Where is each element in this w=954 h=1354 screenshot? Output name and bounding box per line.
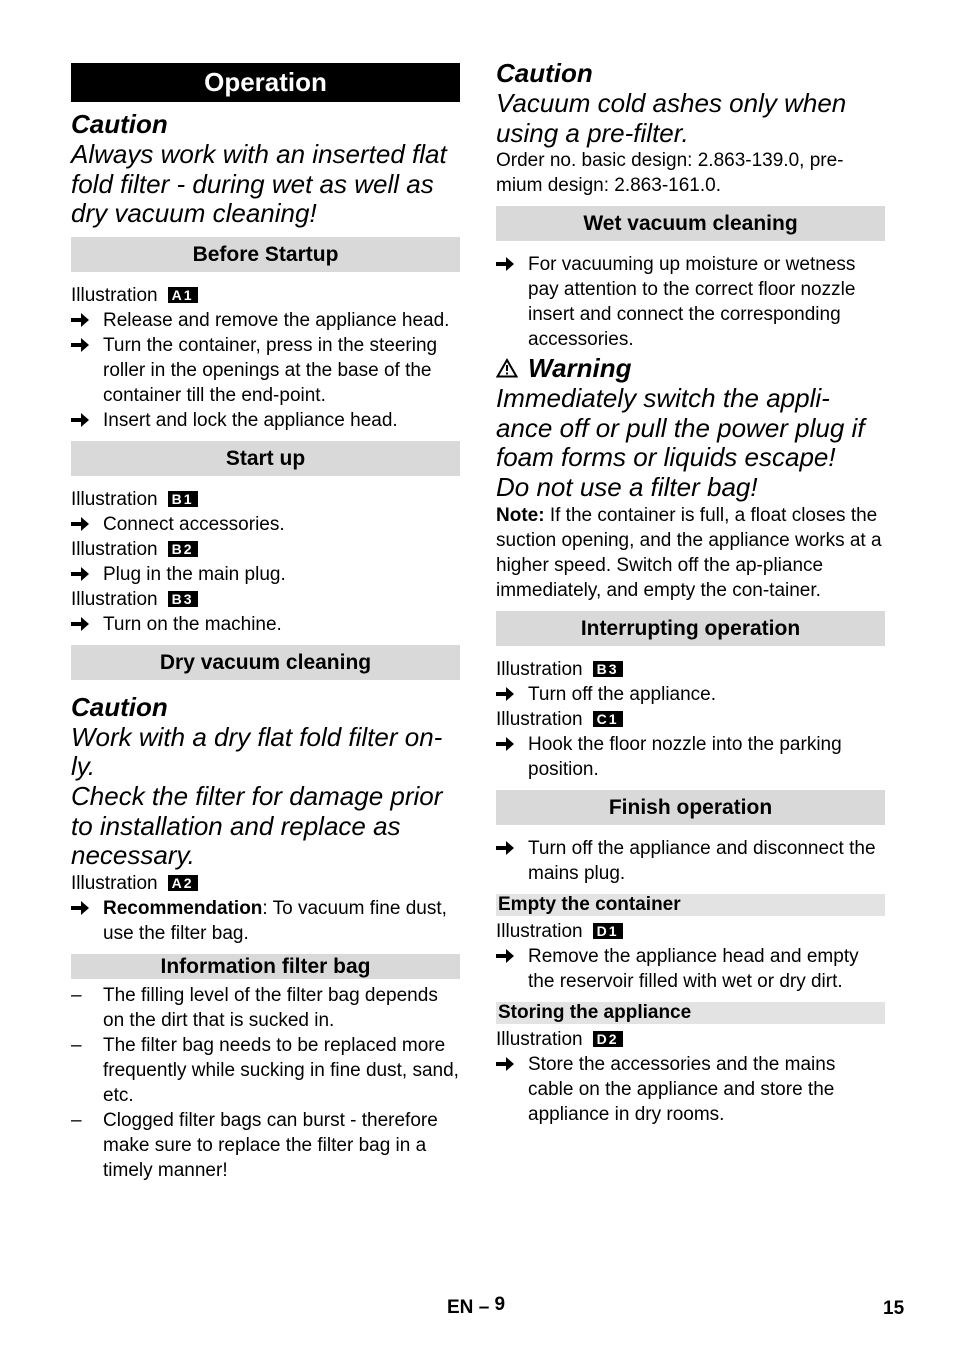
illustration-ref: Illustration A2 xyxy=(71,871,460,896)
illustration-badge: B3 xyxy=(593,661,623,677)
arrow-right-icon xyxy=(71,562,103,587)
illustration-ref: Illustration C1 xyxy=(496,707,885,732)
heading-dry-vacuum-cleaning: Dry vacuum cleaning xyxy=(71,645,460,680)
heading-wet-vacuum-cleaning: Wet vacuum cleaning xyxy=(496,206,885,241)
left-column xyxy=(71,63,460,1183)
heading-empty-the-container: Empty the container xyxy=(496,894,885,916)
illustration-ref: Illustration A1 xyxy=(71,283,460,308)
list-item: Connect accessories. xyxy=(71,512,460,537)
illustration-badge: A2 xyxy=(168,875,198,891)
warning-text: Do not use a filter bag! xyxy=(496,471,758,502)
arrow-right-icon xyxy=(71,308,103,333)
illustration-badge: A1 xyxy=(168,287,198,303)
list-item: Turn the container, press in the steering roller in the openings at the base of the container till the end-point. xyxy=(71,333,460,408)
arrow-right-icon xyxy=(496,944,528,994)
arrow-right-icon xyxy=(71,896,103,946)
illustration-ref: Illustration D2 xyxy=(496,1027,885,1052)
illustration-badge: B3 xyxy=(168,591,198,607)
list-item: Turn off the appliance and disconnect the mains plug. xyxy=(496,836,885,886)
order-number-text: Order no. basic design: 2.863-139.0, pre-mium design: 2.863-161.0. xyxy=(496,150,844,197)
arrow-right-icon xyxy=(71,612,103,637)
list-item: Hook the floor nozzle into the parking position. xyxy=(496,732,885,782)
arrow-right-icon xyxy=(496,252,528,352)
caution-heading: Caution xyxy=(71,109,168,139)
arrow-right-icon xyxy=(71,512,103,537)
list-item: – The filter bag needs to be replaced more frequently while sucking in fine dust, sand, etc. xyxy=(71,1034,459,1106)
dash-bullet: – xyxy=(71,1034,82,1056)
illustration-badge: B2 xyxy=(168,541,198,557)
section-title-operation: Operation xyxy=(71,63,460,102)
caution-text: Check the filter for damage prior to installation and replace as necessary. xyxy=(71,780,443,871)
illustration-badge: D2 xyxy=(593,1031,623,1047)
page-number: 15 xyxy=(883,1298,905,1319)
caution-heading: Caution xyxy=(71,691,168,722)
arrow-right-icon xyxy=(71,408,103,433)
illustration-ref: Illustration B2 xyxy=(71,537,460,562)
illustration-badge: C1 xyxy=(593,711,623,727)
list-item: Turn off the appliance. xyxy=(496,682,885,707)
list-item: For vacuuming up moisture or wetness pay attention to the correct floor nozzle insert and connect the corresponding accessories. xyxy=(496,252,885,352)
heading-information-filter-bag: Information filter bag xyxy=(71,954,460,979)
heading-finish-operation: Finish operation xyxy=(496,790,885,825)
illustration-badge: B1 xyxy=(168,491,198,507)
arrow-right-icon xyxy=(496,732,528,782)
warning-triangle-icon xyxy=(496,358,518,378)
caution-heading: Caution xyxy=(496,58,593,88)
arrow-right-icon xyxy=(71,333,103,408)
illustration-ref: Illustration B3 xyxy=(71,587,460,612)
arrow-right-icon xyxy=(496,1052,528,1127)
dash-bullet: – xyxy=(71,1109,82,1131)
illustration-ref: Illustration D1 xyxy=(496,919,885,944)
illustration-ref: Illustration B1 xyxy=(71,487,460,512)
list-item: – The filling level of the filter bag depends on the dirt that is sucked in. xyxy=(71,984,438,1031)
list-item: Insert and lock the appliance head. xyxy=(71,408,460,433)
illustration-ref: Illustration B3 xyxy=(496,657,885,682)
caution-text: Always work with an inserted flat fold filter - during wet as well as dry vacuum cleaning! xyxy=(71,139,447,229)
heading-storing-the-appliance: Storing the appliance xyxy=(496,1002,885,1024)
dash-bullet: – xyxy=(71,984,82,1006)
heading-start-up: Start up xyxy=(71,441,460,476)
arrow-right-icon xyxy=(496,836,528,886)
list-item: Plug in the main plug. xyxy=(71,562,460,587)
note-text: Note: If the container is full, a float closes the suction opening, and the appliance works at a higher speed. Switch off the ap-pliance immediately, and empty the con-tainer. xyxy=(496,504,882,601)
list-item: Turn on the machine. xyxy=(71,612,460,637)
heading-interrupting-operation: Interrupting operation xyxy=(496,611,885,646)
caution-text: Work with a dry flat fold filter on-ly. xyxy=(71,721,443,782)
heading-before-startup: Before Startup xyxy=(71,237,460,272)
arrow-right-icon xyxy=(496,682,528,707)
list-item: Remove the appliance head and empty the reservoir filled with wet or dry dirt. xyxy=(496,944,885,994)
list-item: – Clogged filter bags can burst - therefore make sure to replace the filter bag in a timely manner! xyxy=(71,1109,438,1181)
list-item: Release and remove the appliance head. xyxy=(71,308,460,333)
caution-text: Vacuum cold ashes only when using a pre-filter. xyxy=(496,88,847,148)
warning-text: Immediately switch the appli-ance off or pull the power plug if foam forms or liquids escape! xyxy=(496,383,865,473)
list-item: Recommendation: To vacuum fine dust, use the filter bag. xyxy=(71,896,460,946)
illustration-badge: D1 xyxy=(593,923,623,939)
list-item: Store the accessories and the mains cable on the appliance and store the appliance in dry rooms. xyxy=(496,1052,885,1127)
right-column xyxy=(496,57,885,1127)
warning-heading: Warning xyxy=(496,352,885,384)
footer-language-page: EN – 9 xyxy=(447,1294,506,1318)
